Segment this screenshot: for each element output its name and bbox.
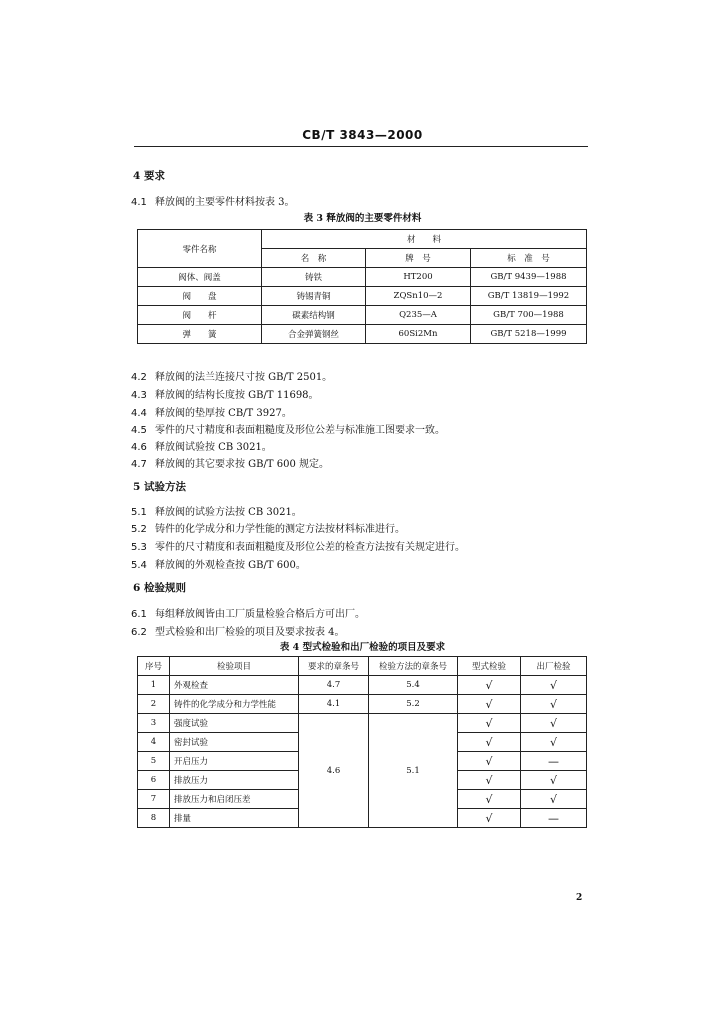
cell-factory: √ [521, 714, 587, 733]
cell-seq: 6 [138, 771, 170, 790]
cell-req: 4.1 [299, 695, 369, 714]
page-number: 2 [576, 893, 583, 903]
header-method-clause: 检验方法的章条号 [369, 657, 458, 676]
header-seq: 序号 [138, 657, 170, 676]
header-name: 名 称 [262, 249, 366, 268]
para-6-1 [131, 605, 365, 620]
cell-seq: 4 [138, 733, 170, 752]
cell-seq: 8 [138, 809, 170, 828]
cell-grade: HT200 [366, 268, 471, 287]
cell-item: 铸件的化学成分和力学性能 [170, 695, 299, 714]
header-part-name: 零件名称 [138, 230, 262, 268]
cell-standard: GB/T 5218—1999 [471, 325, 587, 344]
cell-item: 外观检查 [170, 676, 299, 695]
cell-type: √ [458, 752, 521, 771]
cell-part: 弹 簧 [138, 325, 262, 344]
table4-caption: 表 4 型式检验和出厂检验的项目及要求 [279, 642, 446, 653]
cell-grade: Q235—A [366, 306, 471, 325]
cell-factory: √ [521, 733, 587, 752]
cell-req: 4.7 [299, 676, 369, 695]
para-text: 型式检验和出厂检验的项目及要求按表 4。 [155, 627, 345, 638]
cell-name: 碳素结构钢 [262, 306, 366, 325]
cell-grade: ZQSn10—2 [366, 287, 471, 306]
para-4-7 [131, 455, 329, 470]
cell-type: √ [458, 714, 521, 733]
para-4-2 [131, 368, 332, 383]
para-num: 4.7 [131, 459, 147, 470]
cell-factory: √ [521, 771, 587, 790]
para-num: 5.1 [131, 507, 147, 518]
para-5-3 [131, 538, 465, 553]
cell-name: 合金弹簧钢丝 [262, 325, 366, 344]
materials-table [137, 229, 587, 344]
para-text: 零件的尺寸精度和表面粗糙度及形位公差与标准施工图要求一致。 [155, 425, 445, 436]
cell-item: 排量 [170, 809, 299, 828]
cell-type: √ [458, 790, 521, 809]
cell-standard: GB/T 13819—1992 [471, 287, 587, 306]
table-row [138, 695, 587, 714]
table-row [138, 714, 587, 733]
section-4-title: 4 要求 [133, 170, 165, 182]
para-4-1 [131, 193, 295, 208]
cell-standard: GB/T 700—1988 [471, 306, 587, 325]
para-4-4 [131, 404, 292, 419]
para-text: 释放阀的其它要求按 GB/T 600 规定。 [155, 459, 329, 470]
cell-type: √ [458, 809, 521, 828]
para-text: 释放阀的法兰连接尺寸按 GB/T 2501。 [155, 372, 333, 383]
para-num: 4.6 [131, 442, 147, 453]
para-5-2 [131, 520, 405, 535]
para-num: 6.1 [131, 609, 147, 620]
para-num: 5.4 [131, 560, 147, 571]
cell-item: 开启压力 [170, 752, 299, 771]
para-4-6 [131, 438, 272, 453]
header-req-clause: 要求的章条号 [299, 657, 369, 676]
cell-part: 阀体、阀盖 [138, 268, 262, 287]
header-type-test: 型式检验 [458, 657, 521, 676]
para-text: 每组释放阀皆由工厂质量检验合格后方可出厂。 [155, 609, 365, 620]
para-4-5 [131, 421, 445, 436]
cell-type: √ [458, 695, 521, 714]
cell-grade: 60Si2Mn [366, 325, 471, 344]
header-rule [134, 146, 588, 147]
cell-req-merged: 4.6 [299, 714, 369, 828]
table-row [138, 306, 587, 325]
cell-seq: 2 [138, 695, 170, 714]
cell-seq: 5 [138, 752, 170, 771]
cell-name: 铸锡青铜 [262, 287, 366, 306]
para-5-4 [131, 556, 306, 571]
para-text: 释放阀的主要零件材料按表 3。 [155, 197, 295, 208]
cell-part: 阀 盘 [138, 287, 262, 306]
cell-item: 排放压力 [170, 771, 299, 790]
cell-factory: √ [521, 790, 587, 809]
cell-type: √ [458, 676, 521, 695]
cell-factory: — [521, 752, 587, 771]
table-row [138, 676, 587, 695]
cell-type: √ [458, 733, 521, 752]
cell-factory: √ [521, 676, 587, 695]
cell-seq: 3 [138, 714, 170, 733]
para-num: 4.5 [131, 425, 147, 436]
table-row [138, 325, 587, 344]
para-text: 铸件的化学成分和力学性能的测定方法按材料标准进行。 [155, 524, 405, 535]
header-factory-test: 出厂检验 [521, 657, 587, 676]
para-num: 4.1 [131, 197, 147, 208]
section-5-title: 5 试验方法 [133, 481, 186, 493]
para-text: 零件的尺寸精度和表面粗糙度及形位公差的检查方法按有关规定进行。 [155, 542, 465, 553]
header-grade: 牌 号 [366, 249, 471, 268]
cell-item: 密封试验 [170, 733, 299, 752]
cell-factory: — [521, 809, 587, 828]
para-5-1 [131, 503, 302, 518]
inspection-table [137, 656, 587, 828]
para-text: 释放阀的结构长度按 GB/T 11698。 [155, 390, 319, 401]
cell-item: 排放压力和启闭压差 [170, 790, 299, 809]
para-num: 4.2 [131, 372, 147, 383]
cell-seq: 7 [138, 790, 170, 809]
para-text: 释放阀的垫厚按 CB/T 3927。 [155, 408, 292, 419]
table-row [138, 268, 587, 287]
header-material: 材 料 [262, 230, 587, 249]
cell-factory: √ [521, 695, 587, 714]
cell-type: √ [458, 771, 521, 790]
table-row [138, 287, 587, 306]
header-standard: 标 准 号 [471, 249, 587, 268]
para-num: 5.2 [131, 524, 147, 535]
cell-method-merged: 5.1 [369, 714, 458, 828]
cell-part: 阀 杆 [138, 306, 262, 325]
cell-standard: GB/T 9439—1988 [471, 268, 587, 287]
section-6-title: 6 检验规则 [133, 582, 186, 594]
table3-caption: 表 3 释放阀的主要零件材料 [303, 213, 422, 224]
para-num: 4.4 [131, 408, 147, 419]
para-text: 释放阀的外观检查按 GB/T 600。 [155, 560, 306, 571]
header-item: 检验项目 [170, 657, 299, 676]
para-num: 5.3 [131, 542, 147, 553]
para-6-2 [131, 623, 345, 638]
para-text: 释放阀的试验方法按 CB 3021。 [155, 507, 302, 518]
cell-seq: 1 [138, 676, 170, 695]
para-num: 6.2 [131, 627, 147, 638]
cell-item: 强度试验 [170, 714, 299, 733]
standard-number-header: CB/T 3843—2000 [302, 128, 423, 142]
para-num: 4.3 [131, 390, 147, 401]
para-text: 释放阀试验按 CB 3021。 [155, 442, 272, 453]
cell-method: 5.4 [369, 676, 458, 695]
para-4-3 [131, 386, 319, 401]
cell-method: 5.2 [369, 695, 458, 714]
cell-name: 铸铁 [262, 268, 366, 287]
